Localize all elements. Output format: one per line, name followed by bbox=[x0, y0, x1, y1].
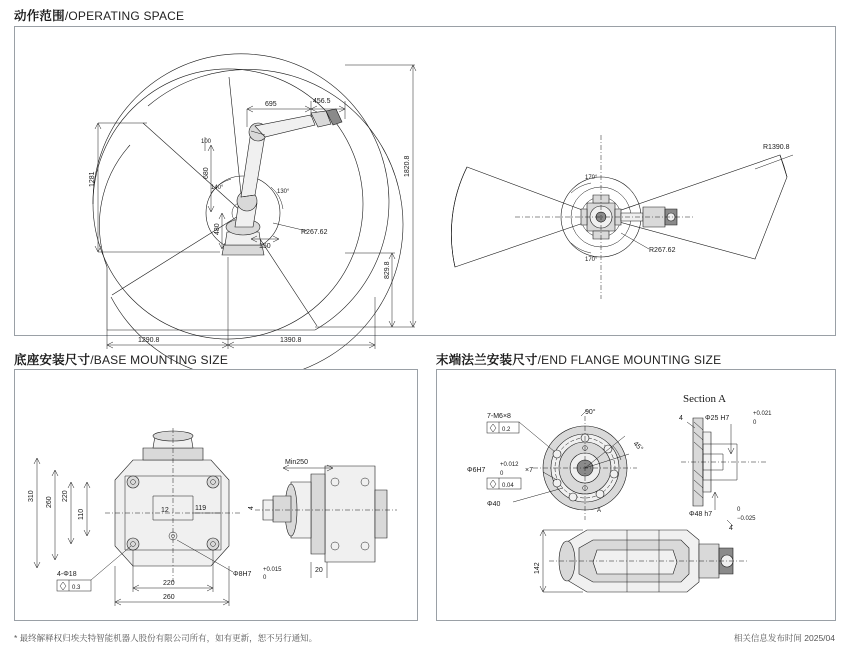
dim-phi25-upper: +0.021 bbox=[753, 411, 772, 417]
base-top-view bbox=[105, 428, 241, 582]
dim-1820-8: 1820.8 bbox=[404, 155, 411, 177]
top-view-envelope bbox=[451, 135, 793, 299]
dim-142: 142 bbox=[534, 562, 541, 574]
dim-829-8: 829.8 bbox=[384, 261, 391, 279]
dim-260-horizontal: 260 bbox=[163, 594, 175, 601]
section-title-flange-mounting bbox=[436, 350, 721, 368]
dim-phi25-lower: 0 bbox=[753, 420, 757, 426]
dim-695: 695 bbox=[265, 101, 277, 108]
dim-680: 680 bbox=[203, 167, 210, 179]
label-4-phi18: 4-Φ18 bbox=[57, 571, 77, 578]
dim-phi8h7-lower: 0 bbox=[263, 575, 267, 581]
footer-release-date: 相关信息发布时间 2025/04 bbox=[733, 633, 835, 643]
dim-456-5: 456.5 bbox=[313, 98, 331, 105]
panel-end-flange-mounting-size bbox=[436, 369, 836, 621]
section-title-en: /OPERATING SPACE bbox=[64, 9, 185, 23]
dim-150: 150 bbox=[259, 243, 271, 250]
angle-170-top: 170° bbox=[585, 175, 598, 181]
dim-220-vertical: 220 bbox=[62, 490, 69, 502]
dim-phi8h7: Φ8H7 bbox=[233, 571, 252, 578]
section-title-cn: 底座安装尺寸 bbox=[14, 353, 91, 367]
base-mounting-drawing bbox=[15, 370, 417, 620]
section-a-label: Section A bbox=[683, 393, 727, 405]
panel-base-mounting-size bbox=[14, 369, 418, 621]
dim-310: 310 bbox=[28, 490, 35, 502]
dim-480: 480 bbox=[214, 223, 221, 235]
dim-min250: Min250 bbox=[285, 459, 308, 466]
dim-4-left: 4 bbox=[679, 415, 683, 422]
dim-4-side: 4 bbox=[248, 506, 255, 510]
dim-1281: 1281 bbox=[89, 171, 96, 187]
section-a-view bbox=[681, 418, 767, 506]
dim-260-vertical: 260 bbox=[46, 496, 53, 508]
dim-1290-8: 1290.8 bbox=[138, 337, 160, 344]
dim-phi6h7-lower: 0 bbox=[500, 471, 504, 477]
dim-119: 119 bbox=[195, 505, 207, 512]
dim-100: 100 bbox=[201, 139, 212, 145]
angle-45: 45° bbox=[631, 440, 645, 453]
dim-phi40: Φ40 bbox=[487, 501, 501, 508]
section-title-operating-space bbox=[14, 6, 184, 24]
tol-0-2: 0.2 bbox=[502, 427, 511, 433]
angle-130: 130° bbox=[277, 189, 290, 195]
dim-12: 12 bbox=[161, 507, 169, 514]
section-title-en: /BASE MOUNTING SIZE bbox=[90, 353, 229, 367]
footer-disclaimer: * 最终解释权归埃夫特智能机器人股份有限公司所有，如有更新，恕不另行通知。 bbox=[14, 633, 318, 643]
wrist-bottom-view bbox=[549, 530, 747, 592]
section-title-cn: 动作范围 bbox=[14, 9, 65, 23]
dim-20: 20 bbox=[315, 567, 323, 574]
angle-170-bottom: 170° bbox=[585, 257, 598, 263]
dim-x7: ×7 bbox=[525, 467, 533, 474]
dim-phi48h7: Φ48 h7 bbox=[689, 511, 713, 518]
dim-phi8h7-upper: +0.015 bbox=[263, 567, 282, 573]
dim-phi6h7-upper: +0.012 bbox=[500, 462, 519, 468]
dim-220-horizontal: 220 bbox=[163, 580, 175, 587]
flange-front-view bbox=[533, 416, 637, 520]
dim-phi48-upper: 0 bbox=[737, 507, 741, 513]
dim-110: 110 bbox=[78, 508, 85, 520]
flange-mounting-drawing bbox=[437, 370, 835, 620]
base-side-view bbox=[255, 466, 397, 562]
dim-r267-62: R267.62 bbox=[301, 229, 328, 236]
angle-140: 140° bbox=[211, 185, 224, 191]
label-7-m6x8: 7-M6×8 bbox=[487, 413, 511, 420]
dim-phi25h7: Φ25 H7 bbox=[705, 415, 730, 422]
datum-a-marker: A bbox=[597, 508, 602, 514]
angle-90: 90° bbox=[585, 409, 596, 416]
section-title-cn: 末端法兰安装尺寸 bbox=[436, 353, 538, 367]
section-title-base-mounting bbox=[14, 350, 228, 368]
dim-4-right: 4 bbox=[729, 525, 733, 532]
tol-0-04: 0.04 bbox=[502, 483, 514, 489]
dim-phi48-lower: −0.025 bbox=[737, 516, 756, 522]
dim-r267-62-top: R267.62 bbox=[649, 247, 676, 254]
tol-0-3: 0.3 bbox=[72, 585, 81, 591]
dim-phi6h7: Φ6H7 bbox=[467, 467, 486, 474]
panel-operating-space bbox=[14, 26, 836, 344]
dim-r1390-8: R1390.8 bbox=[763, 144, 790, 151]
dim-1390-8: 1390.8 bbox=[280, 337, 302, 344]
operating-space-drawing bbox=[15, 27, 835, 344]
section-title-en: /END FLANGE MOUNTING SIZE bbox=[537, 353, 722, 367]
